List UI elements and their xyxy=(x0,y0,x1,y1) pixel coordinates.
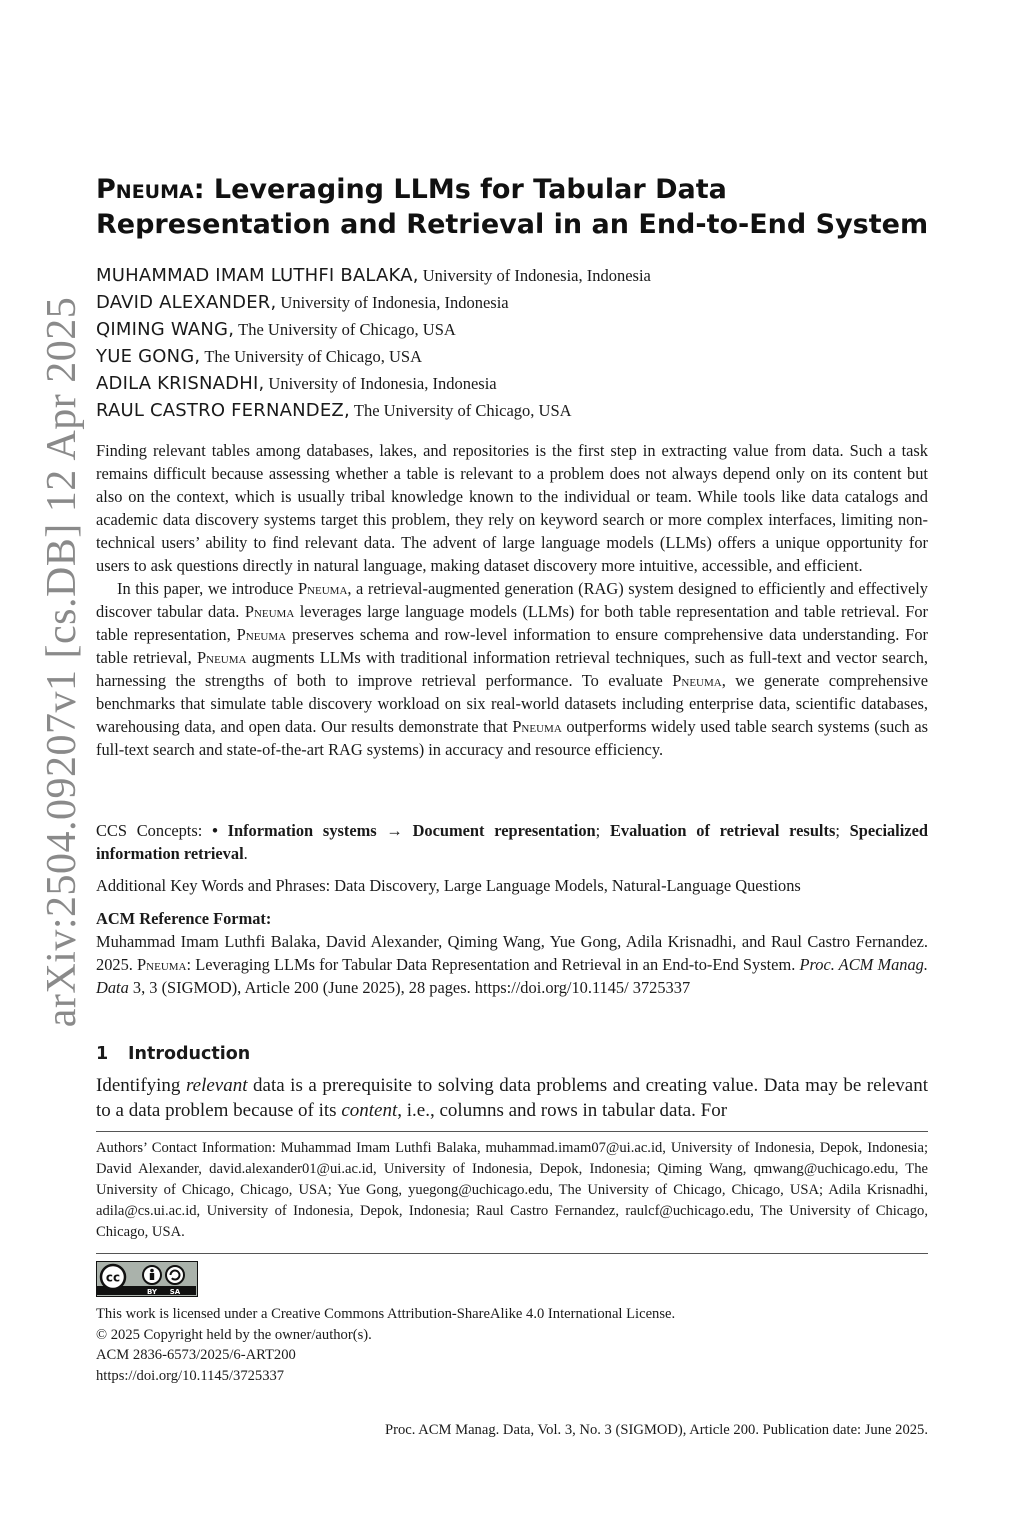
sa-label: SA xyxy=(169,1288,181,1295)
body-text: Identifying xyxy=(96,1075,186,1096)
body-text: , i.e., columns and rows in tabular data. For xyxy=(397,1100,728,1121)
abstract-text: preserves schema and row-level information to ensure comprehensive data understanding. For table retrieval, xyxy=(96,625,929,667)
author-line xyxy=(96,397,936,424)
ccs-concept: Evaluation of retrieval results xyxy=(609,821,836,840)
paper-title xyxy=(96,172,936,242)
abstract-text: In this paper, we introduce xyxy=(117,579,298,598)
abstract-text: , a retrieval-augmented generation (RAG) system designed to efficiently and effectively discover tabular data. xyxy=(96,579,928,621)
license-text: This work is licensed under a Creative Commons Attribution-ShareAlike 4.0 International License. xyxy=(96,1306,676,1322)
author-line xyxy=(96,262,936,289)
author-name: DAVID ALEXANDER, xyxy=(96,292,277,313)
cc-by-sa-icon xyxy=(97,1262,196,1295)
abstract-text: augments LLMs with traditional information retrieval techniques, such as full-text and vector search, harnessing the strengths of both to improve retrieval performance. To evaluate xyxy=(96,648,928,690)
abstract-paragraph-1: Finding relevant tables among databases, lakes, and repositories is the first step in extracting value from data. Such a task remains difficult because assessing whether a table is relevant to a problem does not always depend only on its content but also on the context, which is usually tribal knowledge known to the individual or team. While tools like data catalogs and academic data discovery systems target this problem, they rely on keyword search or more complex interfaces, limiting non-technical users’ ability to find relevant data. The advent of large language models (LLMs) offers a unique opportunity for users to ask questions directly in natural language, making dataset discovery more intuitive, accessible, and efficient. xyxy=(96,441,928,575)
ccs-concepts xyxy=(96,819,928,865)
acm-reference-heading: ACM Reference Format: xyxy=(96,909,272,928)
author-name: ADILA KRISNADHI, xyxy=(96,373,265,394)
abstract-paragraph-2 xyxy=(96,577,928,761)
journal-name: Proc. ACM Manag. Data xyxy=(96,955,928,997)
author-affiliation: The University of Chicago, USA xyxy=(353,401,572,420)
abstract-text: , we generate comprehensive benchmarks that simulate table discovery workload on six real-world datasets including enterprise data, scientific databases, warehousing data, and open data. Our results demonstrate that xyxy=(96,671,928,736)
author-name: MUHAMMAD IMAM LUTHFI BALAKA, xyxy=(96,265,419,286)
system-name: Pneuma xyxy=(197,648,247,667)
introduction-body xyxy=(96,1073,928,1123)
ccs-concept: Document representation xyxy=(412,821,596,840)
cc-text: cc xyxy=(105,1270,121,1285)
author-name: RAUL CASTRO FERNANDEZ, xyxy=(96,400,350,421)
ccs-end: . xyxy=(243,844,248,863)
system-name: Pneuma xyxy=(672,671,722,690)
emphasis-text: content xyxy=(341,1100,398,1121)
ccs-concept: Specialized information retrieval xyxy=(96,821,928,863)
reference-text: Muhammad Imam Luthfi Balaka, David Alexander, Qiming Wang, Yue Gong, Adila Krisnadhi, and Raul Castro Fernandez. 2025. xyxy=(96,932,928,974)
author-list xyxy=(96,262,936,424)
body-text: data is a prerequisite to solving data problems and creating value. Data may be relevant to a data problem because of its xyxy=(96,1075,928,1121)
abstract-text: outperforms widely used table search systems (such as full-text search and state-of-the-art RAG systems) in accuracy and resource efficiency. xyxy=(96,717,928,759)
reference-text: 3, 3 (SIGMOD), Article 200 (June 2025), 28 pages. https://doi.org/10.1145/ 3725337 xyxy=(128,978,691,997)
author-affiliation: University of Indonesia, Indonesia xyxy=(268,374,497,393)
section-title: Introduction xyxy=(128,1044,251,1064)
abstract xyxy=(96,439,928,761)
ccs-separator: ; xyxy=(835,821,850,840)
acm-identifier: ACM 2836-6573/2025/6-ART200 xyxy=(96,1347,296,1363)
abstract-text: leverages large language models (LLMs) for both table representation and table retrieval. For table representation, xyxy=(96,602,928,644)
license-block xyxy=(96,1304,936,1386)
author-line xyxy=(96,316,936,343)
arxiv-stamp: arXiv:2504.09207v1 [cs.DB] 12 Apr 2025 xyxy=(39,296,85,1028)
author-affiliation: University of Indonesia, Indonesia xyxy=(422,266,651,285)
license-rule xyxy=(96,1253,928,1254)
cc-by-sa-badge-icon xyxy=(96,1261,198,1297)
acm-reference xyxy=(96,907,928,999)
author-affiliation: The University of Chicago, USA xyxy=(204,347,423,366)
ccs-concept: Information systems xyxy=(227,821,377,840)
title-system-name: Pneuma xyxy=(96,174,194,205)
system-name: Pneuma xyxy=(244,602,295,621)
page-footer: Proc. ACM Manag. Data, Vol. 3, No. 3 (SIGMOD), Article 200. Publication date: June 2025. xyxy=(384,1422,928,1438)
footnote-rule xyxy=(96,1131,928,1132)
author-name: YUE GONG, xyxy=(96,346,201,367)
section-number: 1 xyxy=(96,1044,109,1064)
reference-text: : Leveraging LLMs for Tabular Data Representation and Retrieval in an End-to-End System. xyxy=(186,955,800,974)
system-name: Pneuma xyxy=(297,579,348,598)
ccs-separator: ; xyxy=(595,821,610,840)
doi-link[interactable]: https://doi.org/10.1145/3725337 xyxy=(96,1367,285,1384)
emphasis-text: relevant xyxy=(185,1075,248,1096)
keywords: Additional Key Words and Phrases: Data Discovery, Large Language Models, Natural-Language Questions xyxy=(96,876,801,895)
system-name: Pneuma xyxy=(137,955,187,974)
system-name: Pneuma xyxy=(236,625,287,644)
author-affiliation: The University of Chicago, USA xyxy=(238,320,456,339)
by-label: BY xyxy=(146,1288,158,1295)
acm-reference-text xyxy=(96,930,928,999)
author-line xyxy=(96,289,936,316)
author-name: QIMING WANG, xyxy=(96,319,235,340)
system-name: Pneuma xyxy=(512,717,562,736)
section-heading xyxy=(96,1041,250,1067)
ccs-bullet: • xyxy=(212,821,218,840)
copyright-text: © 2025 Copyright held by the owner/author(s). xyxy=(96,1326,372,1343)
author-line xyxy=(96,343,936,370)
author-affiliation: University of Indonesia, Indonesia xyxy=(280,293,509,312)
author-line xyxy=(96,370,936,397)
title-rest: : Leveraging LLMs for Tabular Data Representation and Retrieval in an End-to-End System xyxy=(96,174,929,240)
ccs-label: CCS Concepts: xyxy=(96,821,213,840)
author-contact-info: Authors’ Contact Information: Muhammad Imam Luthfi Balaka, muhammad.imam07@ui.ac.id, University of Indonesia, Depok, Indonesia; David Alexander, david.alexander01@ui.ac.id, University of Indonesia, Depok, Indonesia; Qiming Wang, qmwang@uchicago.edu, The University of Chicago, Chicago, USA; Yue Gong, yuegong@uchicago.edu, The University of Chicago, Chicago, USA; Adila Krisnadhi, adila@cs.ui.ac.id, University of Indonesia, Depok, Indonesia; Raul Castro Fernandez, raulcf@uchicago.edu, The University of Chicago, Chicago, USA. xyxy=(96,1140,928,1240)
arrow-icon: → xyxy=(386,821,403,840)
